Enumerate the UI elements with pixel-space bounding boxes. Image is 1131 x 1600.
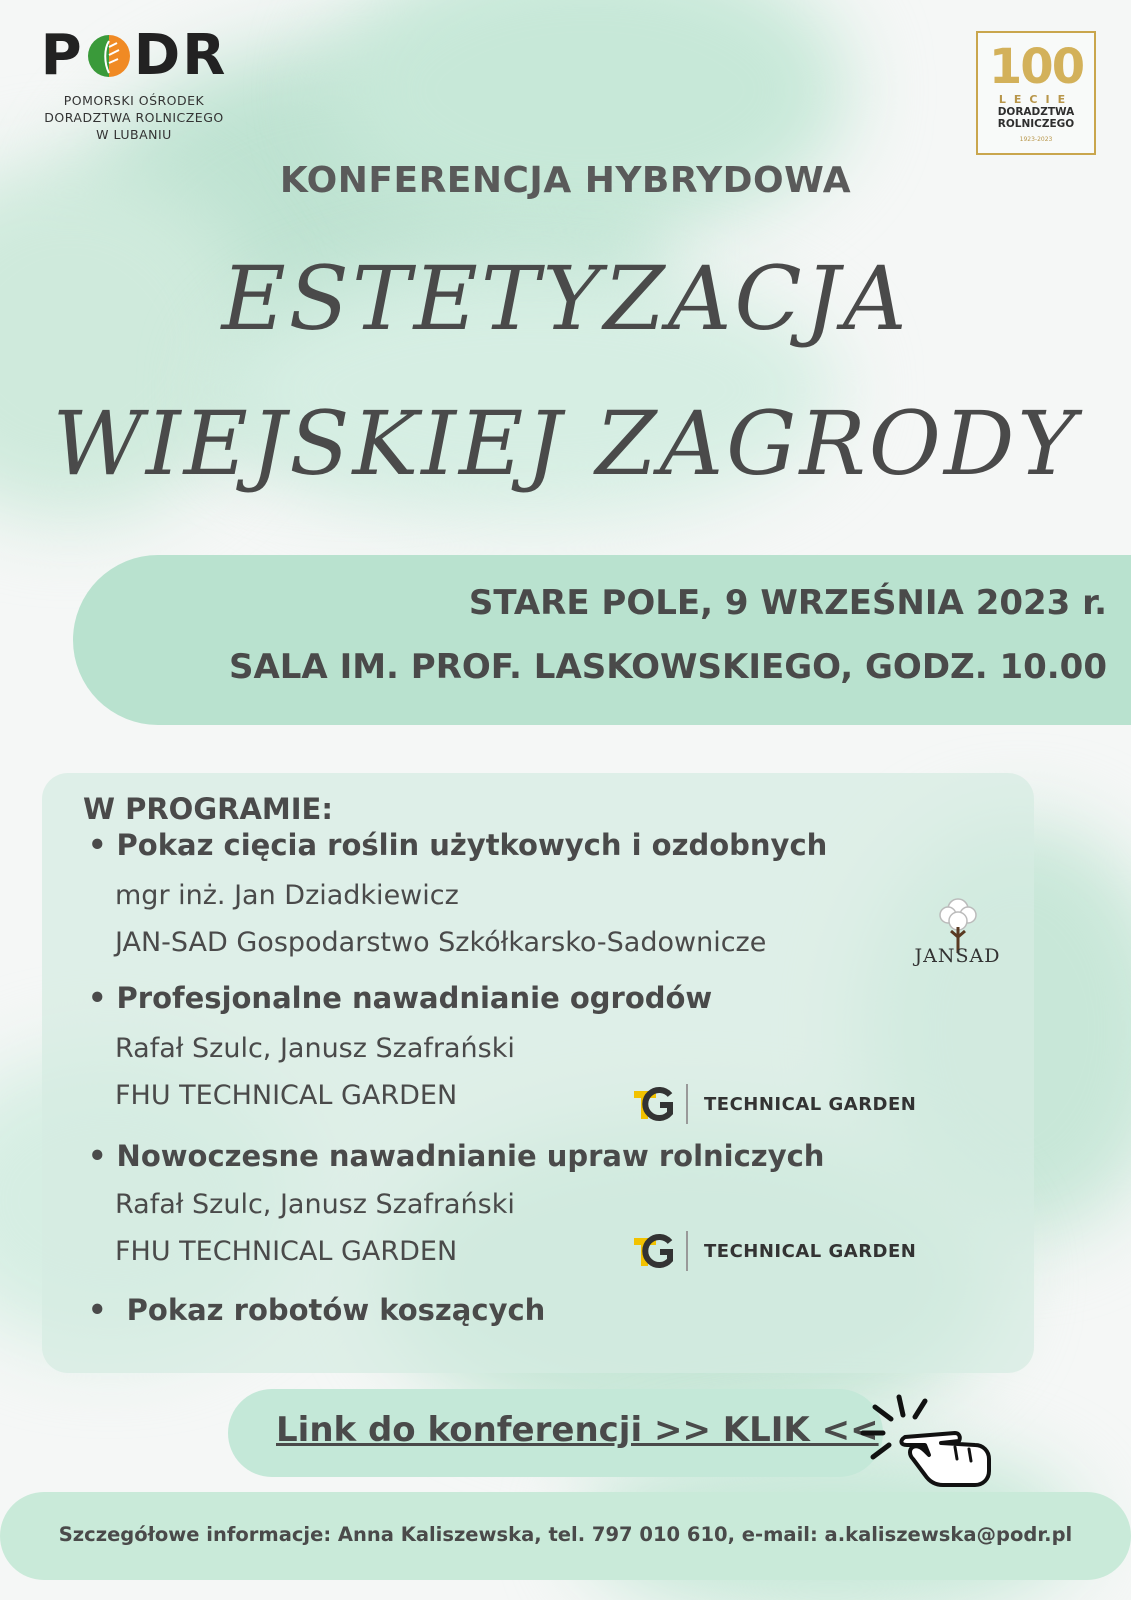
tg-mark-icon <box>632 1083 674 1125</box>
podr-logo <box>34 23 234 143</box>
tg-separator <box>686 1084 688 1124</box>
event-venue-time: SALA IM. PROF. LASKOWSKIEGO, GODZ. 10.00 <box>228 647 1107 687</box>
podr-wordmark <box>34 23 234 88</box>
program-item-1-title: • Pokaz cięcia roślin użytkowych i ozdobnych <box>88 828 827 862</box>
program-item-2-speaker: Rafał Szulc, Janusz Szafrański <box>115 1033 515 1064</box>
tg-logo-text: TECHNICAL GARDEN <box>704 1093 917 1115</box>
program-item-3-title: • Nowoczesne nawadnianie upraw rolniczych <box>88 1139 824 1173</box>
badge-number: 100 <box>988 39 1084 95</box>
podr-subtitle: POMORSKI OŚRODEK DORADZTWA ROLNICZEGO W LUBANIU <box>44 93 224 142</box>
program-heading: W PROGRAMIE: <box>83 792 333 826</box>
conference-type: KONFERENCJA HYBRYDOWA <box>279 160 852 201</box>
program-item-1-speaker: mgr inż. Jan Dziadkiewicz <box>115 880 459 911</box>
program-item-2-title: • Profesjonalne nawadnianie ogrodów <box>88 981 712 1015</box>
event-info-band <box>73 555 1131 725</box>
technical-garden-logo-2 <box>632 1230 916 1272</box>
badge-line2: ROLNICZEGO <box>997 118 1075 130</box>
tg-separator <box>686 1231 688 1271</box>
contact-info: Szczegółowe informacje: Anna Kaliszewska, tel. 797 010 610, e-mail: a.kaliszewska@podr.pl <box>58 1523 1073 1546</box>
badge-years: 1923-2023 <box>1019 136 1053 143</box>
anniversary-badge <box>976 31 1096 155</box>
jansad-logo-text: JANSAD <box>914 945 1001 967</box>
program-item-3-company: FHU TECHNICAL GARDEN <box>115 1236 458 1267</box>
podr-letter-p: P <box>40 23 84 88</box>
badge-lecie: LECIE <box>998 93 1074 106</box>
program-item-4-title: • Pokaz robotów koszących <box>88 1293 545 1327</box>
program-item-3-speaker: Rafał Szulc, Janusz Szafrański <box>115 1189 515 1220</box>
technical-garden-logo-1 <box>632 1083 916 1125</box>
jansad-logo <box>895 893 1020 967</box>
tg-mark-icon <box>632 1230 674 1272</box>
title-line-1: ESTETYZACJA <box>221 247 910 350</box>
event-place-date: STARE POLE, 9 WRZEŚNIA 2023 r. <box>468 583 1107 623</box>
conference-link[interactable]: Link do konferencji >> KLIK << <box>276 1410 879 1450</box>
program-item-2-company: FHU TECHNICAL GARDEN <box>115 1080 458 1111</box>
title-line-2: WIEJSKIEJ ZAGRODY <box>52 392 1079 495</box>
pointing-hand-icon <box>855 1393 1010 1493</box>
tg-logo-text: TECHNICAL GARDEN <box>704 1240 917 1262</box>
tree-icon <box>934 893 982 953</box>
wheat-leaf-icon <box>86 33 132 79</box>
badge-line1: DORADZTWA <box>997 106 1075 118</box>
podr-letters-dr: DR <box>133 23 228 88</box>
program-item-1-company: JAN-SAD Gospodarstwo Szkółkarsko-Sadownicze <box>115 927 767 958</box>
program-panel <box>42 773 1034 1373</box>
